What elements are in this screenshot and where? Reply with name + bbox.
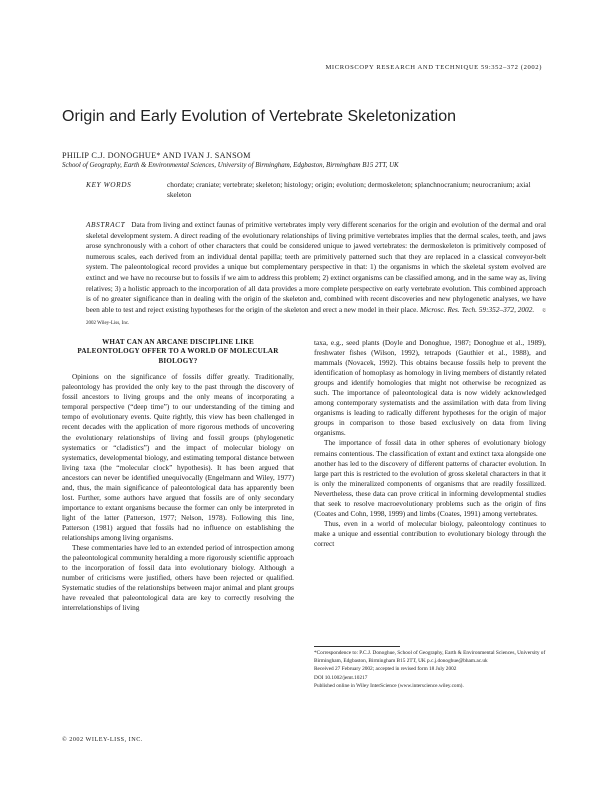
keywords-block — [86, 180, 546, 200]
abstract-text: Data from living and extinct faunas of primitive vertebrates imply very different scenarios for the origin and evolution of the dermal and oral skeletal development system. A direct reading of the evolutionary relationships of living primitive vertebrates implies that the dermal scales, teeth, and jaws arose synchronously with a cohort of other characters that could be considered unique to jawed vertebrates: the dermoskeleton is primitively composed of numerous scales, each derived from an individual dental papilla; teeth are primitively patterned such that they are replaced in a classical conveyor-belt system. The paleontological record provides a unique but complementary perspective in that: 1) the organisms in which the skeletal system evolved are extinct and we have no recourse but to fossils if we aim to address this problem; 2) extinct organisms can be classified among, and in the same way as, living relatives; 3) a holistic approach to the incorporation of all data provides a more complete perspective on early vertebrate evolution. This combined approach is of no greater significance than in dealing with the origin of the skeleton and, combined with recent discoveries and new phylogenetic analyses, we have been able to test and reject existing hypotheses for the origin of the skeleton and erect a new model in their place. — [86, 220, 546, 314]
author-affiliation: School of Geography, Earth & Environmental Sciences, University of Birmingham, Edgbaston, Birmingham B15 2TT, UK — [62, 162, 399, 169]
running-header: MICROSCOPY RESEARCH AND TECHNIQUE 59:352–372 (2002) — [325, 64, 542, 71]
abstract-copyright: © 2002 Wiley-Liss, Inc. — [86, 308, 546, 327]
body-paragraph: These commentaries have led to an extended period of introspection among the paleontological community heralding a more rigorously scientific approach to the incorporation of fossil data into evolutionary biology. Although a number of criticisms were justified, others have been rejected or qualified. Systematic studies of the relationships between major animal and plant groups have revealed that paleontological data are key to correctly resolving the interrelationships of living — [62, 543, 294, 613]
abstract-block — [86, 220, 546, 330]
abstract-label: ABSTRACT — [86, 220, 126, 229]
page-copyright: © 2002 WILEY-LISS, INC. — [62, 736, 143, 743]
keywords-text: chordate; craniate; vertebrate; skeleton; histology; origin; evolution; dermoskeleton; splanchnocranium; neurocranium; axial skeleton — [167, 180, 531, 199]
article-title: Origin and Early Evolution of Vertebrate Skeletonization — [62, 108, 457, 125]
footnote-doi: DOI 10.1002/jemt.10217 — [314, 674, 368, 681]
article-authors: PHILIP C.J. DONOGHUE* AND IVAN J. SANSOM — [62, 151, 251, 160]
left-column — [62, 338, 294, 613]
body-paragraph: Thus, even in a world of molecular biology, paleontology continues to make a unique and essential contribution to evolutionary biology through the correct — [314, 518, 546, 548]
footnote-divider — [314, 646, 400, 647]
body-paragraph: The importance of fossil data in other spheres of evolutionary biology remains contentious. The classification of extant and extinct taxa alongside one another has led to the discovery of different patterns of character evolution. In large part this is restricted to the evolution of gross skeletal characters in that it is only the mineralized components of organisms that are readily fossilized. Nevertheless, these data can prove critical in informing developmental studies that seek to resolve macroevolutionary problems such as the origin of fins (Coates and Cohn, 1998, 1999) and limbs (Coates, 1991) among vertebrates. — [314, 438, 546, 518]
body-paragraph: taxa, e.g., seed plants (Doyle and Donoghue, 1987; Donoghue et al., 1989), freshwater fishes (Wilson, 1992), tetrapods (Gauthier et al., 1988), and mammals (Novacek, 1992). This obtains because fossils help to prevent the identification of homoplasy as homology in living members of distantly related groups and identify homologies that might not otherwise be recognized as such. The importance of paleontological data is now widely acknowledged among contemporary systematists and the assimilation with data from living organisms is leading to radically different hypotheses for the origin of major groups in comparison to those based exclusively on data from living organisms. — [314, 338, 546, 438]
body-paragraph: Opinions on the significance of fossils differ greatly. Traditionally, paleontology has provided the only key to the past through the discovery of fossil ancestors to living groups and the only means of incorporating a temporal perspective (“deep time”) to our understanding of the timing and tempo of evolutionary events. Quite rightly, this view has been challenged in recent decades with the application of more rigorous methods of uncovering the evolutionary relationships of living and fossil groups (phylogenetic systematics or “cladistics”) and the impact of molecular biology on systematics, developmental biology, and estimating temporal distance between living taxa (the “molecular clock” hypothesis). It has been argued that ancestors can never be identified unequivocally (Engelmann and Wiley, 1977) and, thus, the main significance of paleontological data has apparently been lost. Further, some authors have argued that fossils are of only secondary importance to extant organisms because the former can only be interpreted in light of the latter (Patterson, 1977; Nelson, 1978). Following this line, Patterson (1981) argued that fossils had no influence on establishing the relationships among living organisms. — [62, 372, 294, 542]
keywords-label: KEY WORDS — [86, 180, 132, 189]
footnote-received: Received 27 February 2002; accepted in revised form 18 July 2002 — [314, 666, 457, 673]
right-column — [314, 338, 546, 549]
footnote-correspondence: *Correspondence to: P.C.J. Donoghue, School of Geography, Earth & Environmental Sciences, University of Birmingham, Edgbaston, Birmingham B15 2TT, UK p.c.j.donoghue@bham.ac.uk — [314, 650, 546, 664]
footnote-published-online: Published online in Wiley InterScience (www.interscience.wiley.com). — [314, 683, 464, 690]
abstract-citation: Microsc. Res. Tech. 59:352–372, 2002. — [420, 304, 535, 314]
section-heading: WHAT CAN AN ARCANE DISCIPLINE LIKE PALEONTOLOGY OFFER TO A WORLD OF MOLECULAR BIOLOGY? — [77, 338, 279, 365]
footnotes-block — [314, 650, 546, 692]
